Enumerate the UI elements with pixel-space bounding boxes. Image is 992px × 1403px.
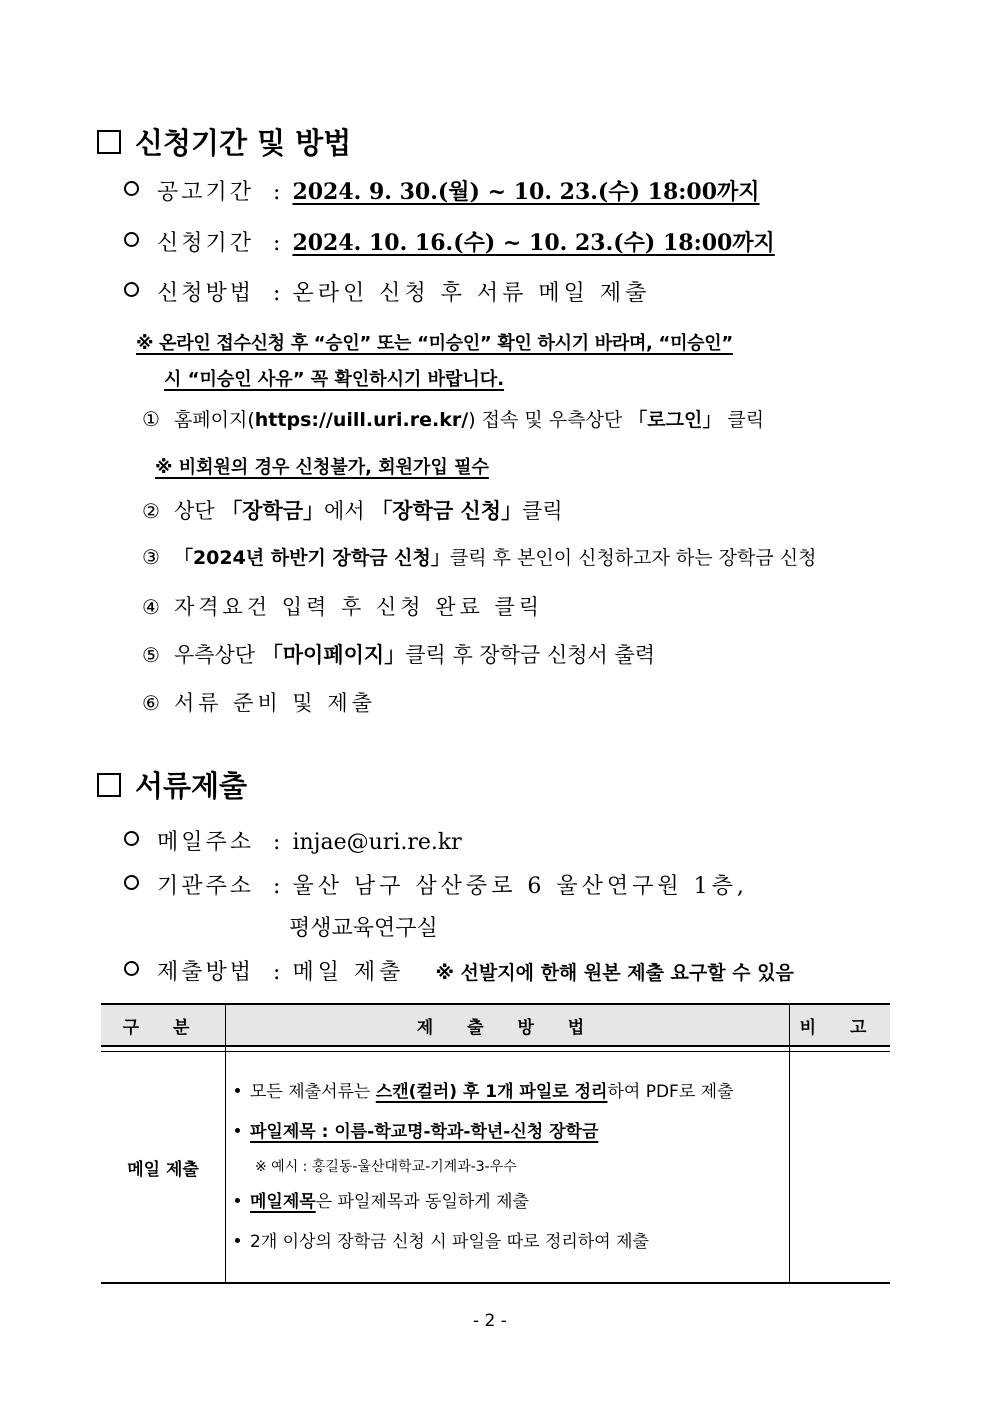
table-header-row bbox=[101, 1004, 890, 1046]
bullet-dot-icon bbox=[235, 1198, 240, 1203]
step-number: ② bbox=[142, 499, 160, 523]
homepage-link[interactable]: https://uill.uri.re.kr/ bbox=[254, 409, 469, 431]
item-separator: : bbox=[273, 874, 281, 899]
item-label: 신청방법 bbox=[157, 281, 255, 306]
item-separator: : bbox=[273, 180, 281, 205]
section-title-text: 서류제출 bbox=[135, 769, 248, 803]
item-label: 제출방법 bbox=[157, 960, 255, 985]
list-item bbox=[235, 1072, 788, 1112]
list-item: ※ 예시 : 홍길동-울산대학교-기계과-3-우수 bbox=[255, 1159, 517, 1175]
item-separator: : bbox=[273, 830, 281, 855]
step-5 bbox=[142, 639, 655, 669]
scholarship-apply-label: 「장학금 신청」 bbox=[371, 499, 523, 523]
method-list bbox=[227, 1072, 788, 1262]
step-2 bbox=[142, 495, 563, 525]
step-text: 에서 bbox=[324, 499, 372, 523]
item-value: 2024. 9. 30.(월) ~ 10. 23.(수) 18:00까지 bbox=[292, 179, 760, 205]
step-number: ⑤ bbox=[142, 643, 160, 667]
row-label: 메일 제출 bbox=[101, 1052, 226, 1284]
method-emphasis: 메일제목 bbox=[250, 1192, 316, 1212]
item-label: 메일주소 bbox=[157, 830, 255, 855]
step-text: 클릭 후 본인이 신청하고자 하는 장학금 신청 bbox=[449, 547, 817, 569]
list-item bbox=[235, 1182, 788, 1222]
page-number: - 2 - bbox=[473, 1311, 507, 1331]
section-title-text: 신청기간 및 방법 bbox=[135, 126, 352, 160]
header-category: 구 분 bbox=[101, 1004, 226, 1046]
circle-bullet-icon bbox=[124, 875, 139, 890]
item-value: 온라인 신청 후 서류 메일 제출 bbox=[292, 281, 651, 306]
step-4 bbox=[142, 591, 543, 621]
item-separator: : bbox=[273, 231, 281, 256]
checkbox-square-icon bbox=[97, 773, 121, 797]
step-text: 클릭 bbox=[721, 409, 765, 431]
circle-bullet-icon bbox=[124, 961, 139, 976]
email-address[interactable]: injae@uri.re.kr bbox=[292, 830, 462, 855]
item-application-method bbox=[124, 276, 650, 307]
bullet-dot-icon bbox=[235, 1088, 240, 1093]
step-text: 자격요건 입력 후 신청 완료 클릭 bbox=[173, 595, 544, 619]
list-item bbox=[235, 1112, 788, 1152]
method-text: 하여 PDF로 제출 bbox=[607, 1082, 734, 1102]
method-cell bbox=[226, 1052, 790, 1284]
item-address bbox=[124, 869, 748, 900]
item-label: 신청기간 bbox=[157, 231, 255, 256]
approval-notice-line2: 시 “미승인 사유” 꼭 확인하시기 바랍니다. bbox=[164, 369, 505, 390]
item-submit-method bbox=[124, 955, 794, 986]
semester-scholarship-label: 「2024년 하반기 장학금 신청」 bbox=[173, 547, 450, 569]
address-line2: 평생교육연구실 bbox=[289, 916, 438, 941]
original-notice: ※ 선발지에 한해 원본 제출 요구할 수 있음 bbox=[435, 962, 794, 984]
method-emphasis: 스캔(컬러) 후 1개 파일로 정리 bbox=[375, 1082, 608, 1102]
step-number: ③ bbox=[142, 545, 160, 569]
scholarship-menu-label: 「장학금」 bbox=[221, 499, 325, 523]
login-label: 「로그인」 bbox=[628, 409, 722, 431]
item-email bbox=[124, 825, 462, 856]
non-member-notice: ※ 비회원의 경우 신청불가, 회원가입 필수 bbox=[155, 457, 489, 478]
table-row bbox=[101, 1052, 890, 1284]
method-text: 2개 이상의 장학금 신청 시 파일을 따로 정리하여 제출 bbox=[250, 1232, 649, 1252]
checkbox-square-icon bbox=[97, 130, 121, 154]
mypage-label: 「마이페이지」 bbox=[261, 643, 406, 667]
step-text: 홈페이지( bbox=[173, 409, 255, 431]
method-text: 모든 제출서류는 bbox=[250, 1082, 376, 1102]
remark-cell bbox=[790, 1052, 891, 1284]
approval-notice-line1: ※ 온라인 접수신청 후 “승인” 또는 “미승인” 확인 하시기 바라며, “미승인” bbox=[136, 333, 733, 354]
method-text: 은 파일제목과 동일하게 제출 bbox=[315, 1192, 529, 1212]
step-text: 클릭 bbox=[522, 499, 563, 523]
step-text: 우측상단 bbox=[173, 643, 262, 667]
step-number: ④ bbox=[142, 595, 160, 619]
header-remark: 비 고 bbox=[790, 1004, 891, 1046]
approval-notice bbox=[136, 329, 898, 391]
step-number: ① bbox=[142, 407, 160, 431]
item-application-period bbox=[124, 226, 775, 257]
item-notice-period bbox=[124, 175, 760, 206]
item-value: 메일 제출 bbox=[292, 960, 405, 985]
step-text: 상단 bbox=[173, 499, 222, 523]
step-number: ⑥ bbox=[142, 691, 160, 715]
step-3 bbox=[142, 543, 816, 570]
header-method: 제 출 방 법 bbox=[226, 1004, 790, 1046]
address-line1: 울산 남구 삼산중로 6 울산연구원 1층, bbox=[292, 874, 748, 899]
circle-bullet-icon bbox=[124, 831, 139, 846]
step-6 bbox=[142, 687, 376, 717]
item-separator: : bbox=[273, 960, 281, 985]
step-text: ) 접속 및 우측상단 bbox=[468, 409, 629, 431]
circle-bullet-icon bbox=[124, 232, 139, 247]
step-text: 클릭 후 장학금 신청서 출력 bbox=[405, 643, 656, 667]
item-label: 기관주소 bbox=[157, 874, 255, 899]
section-title-documents bbox=[97, 764, 247, 805]
item-separator: : bbox=[273, 281, 281, 306]
step-text: 서류 준비 및 제출 bbox=[173, 691, 376, 715]
circle-bullet-icon bbox=[124, 181, 139, 196]
list-item bbox=[235, 1222, 788, 1262]
file-title-rule: 파일제목 : 이름-학교명-학과-학년-신청 장학금 bbox=[250, 1122, 599, 1142]
section-title-application bbox=[97, 121, 351, 162]
circle-bullet-icon bbox=[124, 282, 139, 297]
item-label: 공고기간 bbox=[157, 180, 255, 205]
bullet-dot-icon bbox=[235, 1238, 240, 1243]
submission-table bbox=[101, 1003, 890, 1284]
bullet-dot-icon bbox=[235, 1128, 240, 1133]
step-1 bbox=[142, 405, 764, 432]
item-value: 2024. 10. 16.(수) ~ 10. 23.(수) 18:00까지 bbox=[292, 230, 775, 256]
